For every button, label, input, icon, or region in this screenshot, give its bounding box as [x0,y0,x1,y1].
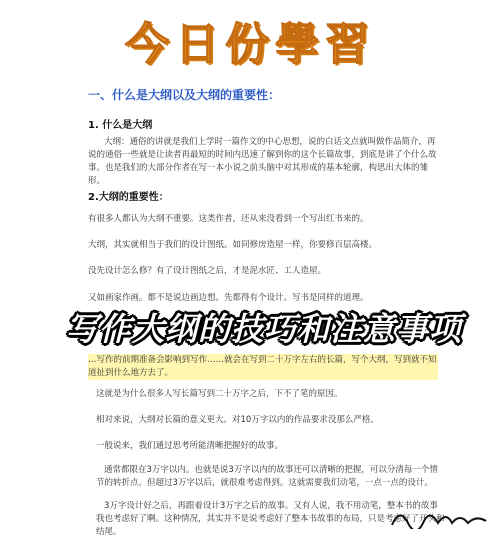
subheading-what-is-outline: 1. 什么是大纲 [88,120,153,131]
pen-scribble-icon [390,505,490,529]
overlay-caption: 写作大纲的技巧和注意事项 [65,310,462,348]
paragraph-8: 一般说来，我们通过思考所能清晰把握好的故事。 [96,441,284,451]
paragraph-6: 这就是为什么很多人写长篇写到二十万字之后，下不了笔的原因。 [96,389,343,399]
paragraph-5-highlighted: …写作的前期准备会影响到写作……就会在写到二十万字左右的长篇，写个大纲，写到就不知道扯到什么地方去了。 [88,355,437,378]
subheading-importance: 2.大纲的重要性： [88,192,169,203]
paragraph-10: 3万字设计好之后，再跟着设计3万字之后的故事。又有人说，我不用动笔，整本书的故事我也考虑好了啊。这种情况，其实并不是说考虑好了整本书故事的布局，只是考虑好了开头和结尾。 [96,501,445,537]
paragraph-outline-definition: 大纲：通俗的讲就是我们上学时一篇作文的中心思想，说的白话文点就叫做作品简介，再说的通俗一些就是让读者再最短的时间内迅速了解到你的这个长篇故事，到底是讲了个什么故事。也是我们的大部分作者在写一本小说之前头脑中对其形成的基本轮廓，构思出大体的雏形。 [88,137,437,186]
paragraph-3: 没先设计怎么修？有了设计图纸之后，才是泥水匠、工人造屋。 [88,266,327,276]
banner-title: 今日份學習 [125,19,375,70]
header-banner [0,0,500,80]
paragraph-4: 又如画家作画。都不是说边画边想。先都得有个设计。写书是同样的道理。 [88,293,369,303]
paragraph-2: 大纲，其实就相当于我们的设计图纸。如同修房造屋一样，你要修百层高楼。 [88,240,378,250]
paragraph-1: 有很多人都认为大纲不重要。这类作者，还从来没看到一个写出红书来的。 [88,214,369,224]
paragraph-9: 通常都限在3万字以内。也就是说3万字以内的故事还可以清晰的把握，可以分清每一个情节的转折点。但超过3万字以后，就很难考虑得到。这就需要我们动笔，一点一点的设计。 [96,465,438,488]
section-title: 一、什么是大纲以及大纲的重要性： [88,88,281,102]
paragraph-7: 相对来说，大纲对长篇的意义更大。对10万字以内的作品要求没那么严格。 [96,415,379,425]
